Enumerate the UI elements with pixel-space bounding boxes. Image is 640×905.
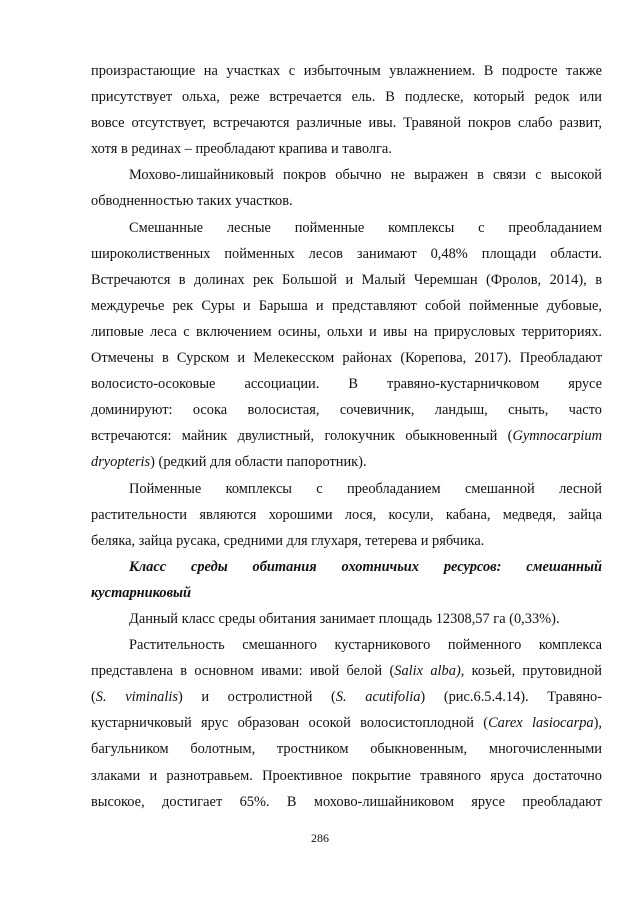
text-line: доминируют: осока волосистая, сочевичник, ландыш, сныть, часто <box>91 402 602 419</box>
document-page-body <box>91 58 602 815</box>
text-line: кустарничковый ярус образован осокой волосистоплодной (Carex lasiocarpa), <box>91 715 602 732</box>
text-line: Данный класс среды обитания занимает площадь 12308,57 га (0,33%). <box>129 610 560 627</box>
text-line: высокое, достигает 65%. В мохово-лишайниковом ярусе преобладают <box>91 793 602 810</box>
text-line: багульником болотным, тростником обыкновенным, многочисленными <box>91 741 602 758</box>
section-heading: Класс среды обитания охотничьих ресурсов: смешанный <box>129 558 602 575</box>
text-line: Мохово-лишайниковый покров обычно не выражен в связи с высокой <box>129 167 602 184</box>
text-line: представлена в основном ивами: ивой белой (Salix alba), козьей, прутовидной <box>91 663 602 680</box>
text-line: вовсе отсутствует, встречаются различные ивы. Травяной покров слабо развит, <box>91 115 602 132</box>
text-line: растительности являются хорошими лося, косули, кабана, медведя, зайца <box>91 506 602 523</box>
text-line: Пойменные комплексы с преобладанием смешанной лесной <box>129 480 602 497</box>
text-line: липовые леса с включением осины, ольхи и ивы на прирусловых территориях. <box>91 323 602 340</box>
text-line: присутствует ольха, реже встречается ель. В подлеске, который редок или <box>91 89 602 106</box>
text-line: волосисто-осоковые ассоциации. В травяно-кустарничковом ярусе <box>91 376 602 393</box>
section-heading: кустарниковый <box>91 584 192 601</box>
text-line: междуречье рек Суры и Барыша и представляют собой пойменные дубовые, <box>91 297 602 314</box>
text-line: хотя в рединах – преобладают крапива и таволга. <box>91 141 392 158</box>
text-line: Растительность смешанного кустарникового пойменного комплекса <box>129 637 602 654</box>
text-line: злаками и разнотравьем. Проективное покрытие травяного яруса достаточно <box>91 767 602 784</box>
page-number: 286 <box>311 831 329 845</box>
text-line: Отмечены в Сурском и Мелекесском районах (Корепова, 2017). Преобладают <box>91 350 602 367</box>
text-line: Смешанные лесные пойменные комплексы с преобладанием <box>129 219 602 236</box>
text-line: (S. viminalis) и остролистной (S. acutifolia) (рис.6.5.4.14). Травяно- <box>91 689 603 706</box>
text-line: обводненностью таких участков. <box>91 193 293 210</box>
text-line: встречаются: майник двулистный, голокучник обыкновенный (Gymnocarpium <box>91 428 602 445</box>
text-line: произрастающие на участках с избыточным увлажнением. В подросте также <box>91 63 602 79</box>
text-line: Встречаются в долинах рек Большой и Малый Черемшан (Фролов, 2014), в <box>91 271 602 288</box>
text-line: беляка, зайца русака, средними для глухаря, тетерева и рябчика. <box>91 532 485 549</box>
text-line: широколиственных пойменных лесов занимают 0,48% площади области. <box>91 245 602 262</box>
text-line: dryopteris) (редкий для области папоротник). <box>91 454 367 471</box>
